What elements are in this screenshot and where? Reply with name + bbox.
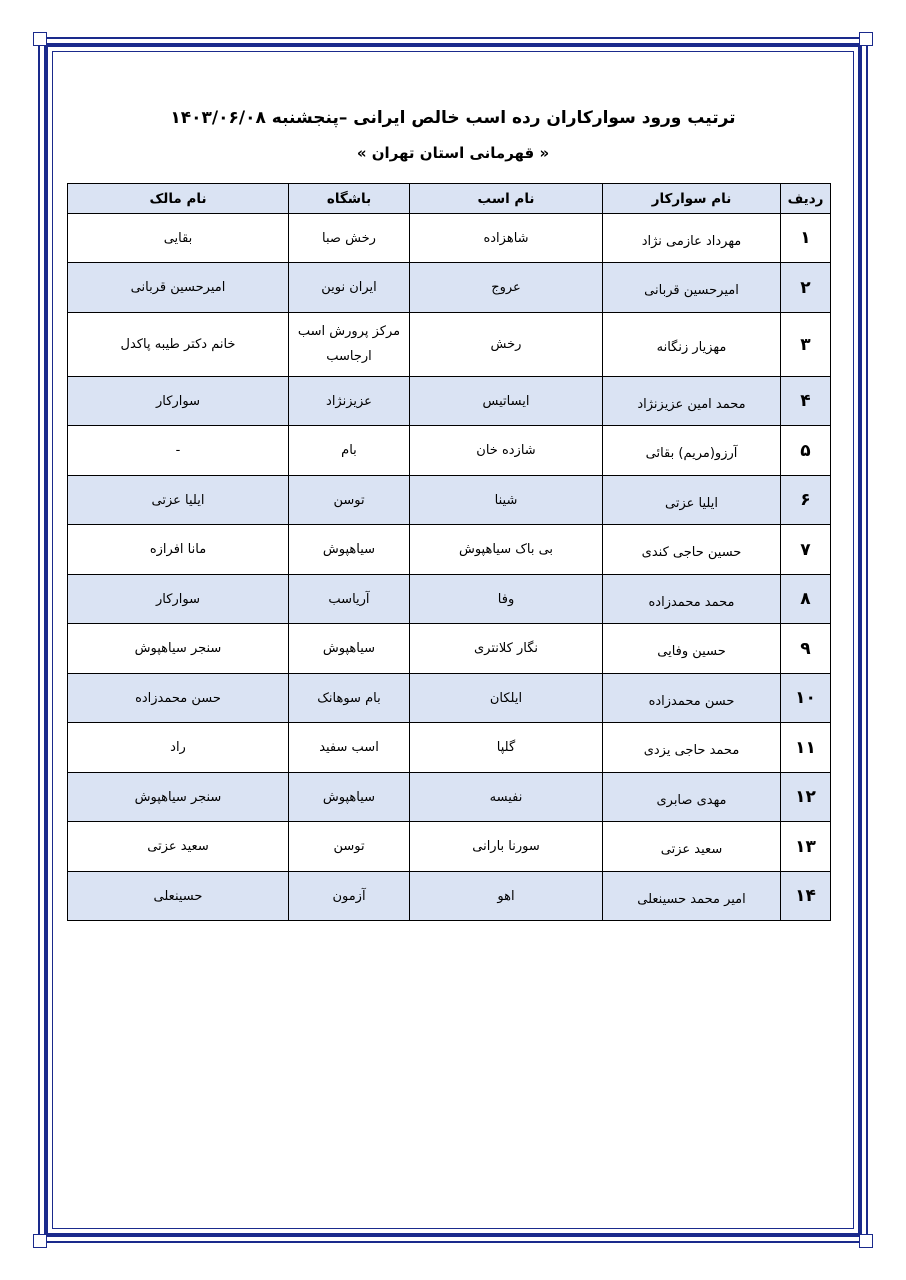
owner-name: سوارکار [68, 377, 289, 426]
row-number: ۸ [781, 575, 831, 624]
club-name: توسن [289, 476, 410, 525]
horse-name: رخش [410, 313, 603, 377]
club-name: عزیزنژاد [289, 377, 410, 426]
owner-name: حسن محمدزاده [68, 674, 289, 723]
corner-ornament-top-right [859, 32, 873, 46]
club-name: سیاهپوش [289, 773, 410, 822]
club-name: مرکز پرورش اسب ارجاسب [289, 313, 410, 377]
club-name: بام سوهانک [289, 674, 410, 723]
header-horse-name: نام اسب [410, 184, 603, 214]
rider-name: محمد حاجی یزدی [603, 723, 781, 773]
club-name: ایران نوین [289, 263, 410, 313]
owner-name: سوارکار [68, 575, 289, 624]
rider-name: مهرداد عازمی نژاد [603, 214, 781, 263]
row-number: ۵ [781, 426, 831, 476]
table-row [68, 822, 831, 872]
row-number: ۴ [781, 377, 831, 426]
table-row [68, 674, 831, 723]
rider-name: سعید عزتی [603, 822, 781, 872]
row-number: ۹ [781, 624, 831, 674]
table-row [68, 377, 831, 426]
horse-name: نگار کلانتری [410, 624, 603, 674]
owner-name: سنجر سیاهپوش [68, 773, 289, 822]
header-row-number: ردیف [781, 184, 831, 214]
rider-name: ایلیا عزتی [603, 476, 781, 525]
table-row [68, 872, 831, 921]
horse-name: شاهزاده [410, 214, 603, 263]
owner-name: سنجر سیاهپوش [68, 624, 289, 674]
riders-table [67, 183, 831, 921]
table-header-row [68, 184, 831, 214]
owner-name: امیرحسین قربانی [68, 263, 289, 313]
rider-name: مهزیار زنگانه [603, 313, 781, 377]
rider-name: حسین وفایی [603, 624, 781, 674]
corner-ornament-bottom-right [859, 1234, 873, 1248]
horse-name: وفا [410, 575, 603, 624]
owner-name: مانا افرازه [68, 525, 289, 575]
owner-name: راد [68, 723, 289, 773]
club-name: توسن [289, 822, 410, 872]
horse-name: شینا [410, 476, 603, 525]
table-row [68, 214, 831, 263]
table-row [68, 525, 831, 575]
table-row [68, 426, 831, 476]
club-name: سیاهپوش [289, 525, 410, 575]
row-number: ۱ [781, 214, 831, 263]
rider-name: امیر محمد حسینعلی [603, 872, 781, 921]
header-owner-name: نام مالک [68, 184, 289, 214]
corner-ornament-top-left [33, 32, 47, 46]
owner-name: بقایی [68, 214, 289, 263]
row-number: ۱۰ [781, 674, 831, 723]
club-name: بام [289, 426, 410, 476]
owner-name: - [68, 426, 289, 476]
row-number: ۱۳ [781, 822, 831, 872]
header-rider-name: نام سوارکار [603, 184, 781, 214]
club-name: رخش صبا [289, 214, 410, 263]
rider-name: امیرحسین قربانی [603, 263, 781, 313]
rider-name: محمد امین عزیزنژاد [603, 377, 781, 426]
row-number: ۲ [781, 263, 831, 313]
owner-name: حسینعلی [68, 872, 289, 921]
horse-name: بی باک سیاهپوش [410, 525, 603, 575]
rider-name: حسن محمدزاده [603, 674, 781, 723]
table-row [68, 476, 831, 525]
owner-name: خانم دکتر طیبه پاکدل [68, 313, 289, 377]
row-number: ۳ [781, 313, 831, 377]
horse-name: عروج [410, 263, 603, 313]
table-row [68, 575, 831, 624]
page-title: ترتیب ورود سوارکاران رده اسب خالص ایرانی –پنجشنبه ۱۴۰۳/۰۶/۰۸ [170, 108, 736, 128]
row-number: ۷ [781, 525, 831, 575]
horse-name: اهو [410, 872, 603, 921]
horse-name: ایلکان [410, 674, 603, 723]
header-club: باشگاه [289, 184, 410, 214]
table-row [68, 263, 831, 313]
club-name: آزمون [289, 872, 410, 921]
owner-name: ایلیا عزتی [68, 476, 289, 525]
horse-name: سورنا بارانی [410, 822, 603, 872]
club-name: اسب سفید [289, 723, 410, 773]
horse-name: گلپا [410, 723, 603, 773]
club-name: سیاهپوش [289, 624, 410, 674]
row-number: ۱۲ [781, 773, 831, 822]
row-number: ۱۱ [781, 723, 831, 773]
rider-name: آرزو(مریم) بقائی [603, 426, 781, 476]
row-number: ۱۴ [781, 872, 831, 921]
corner-ornament-bottom-left [33, 1234, 47, 1248]
rider-name: حسین حاجی کندی [603, 525, 781, 575]
owner-name: سعید عزتی [68, 822, 289, 872]
horse-name: ایساتیس [410, 377, 603, 426]
rider-name: محمد محمدزاده [603, 575, 781, 624]
page-subtitle: « قهرمانی استان تهران » [356, 144, 550, 162]
table-row [68, 313, 831, 377]
horse-name: شازده خان [410, 426, 603, 476]
horse-name: نفیسه [410, 773, 603, 822]
table-row [68, 723, 831, 773]
row-number: ۶ [781, 476, 831, 525]
table-row [68, 624, 831, 674]
table-row [68, 773, 831, 822]
rider-name: مهدی صابری [603, 773, 781, 822]
club-name: آریاسب [289, 575, 410, 624]
